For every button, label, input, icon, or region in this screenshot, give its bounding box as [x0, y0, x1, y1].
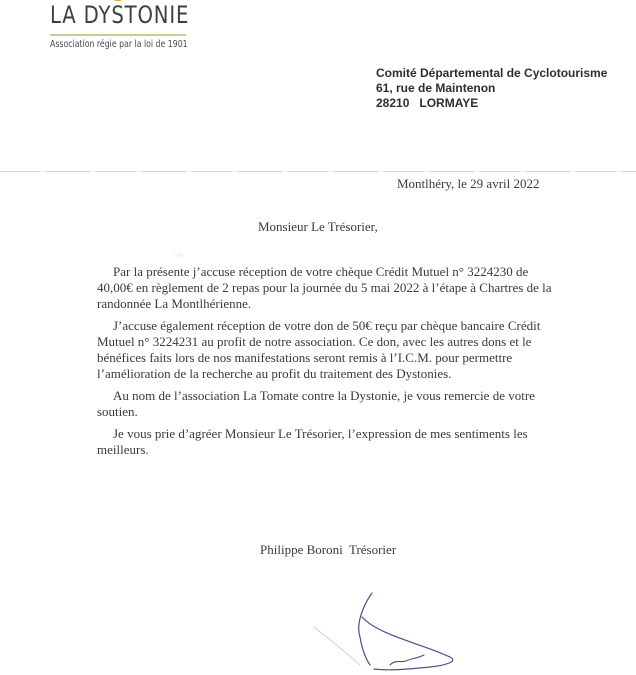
logo-title: LA DYSTONIE	[50, 1, 190, 29]
scan-smudge	[172, 252, 186, 258]
signer-name: Philippe Boroni Trésorier	[260, 542, 397, 557]
logo-divider	[50, 34, 186, 36]
signature-faint-stroke	[314, 627, 360, 665]
salutation: Monsieur Le Trésorier,	[258, 219, 378, 234]
signature-flourish	[390, 655, 424, 665]
signature-icon	[300, 585, 480, 675]
logo-tagline: Association régie par la loi de 1901	[50, 39, 188, 50]
recipient-address	[376, 66, 607, 111]
signature-main-stroke	[359, 593, 453, 670]
recipient-street: 61, rue de Maintenon	[376, 81, 496, 95]
header-separator	[0, 171, 636, 172]
letter-body	[97, 264, 557, 464]
paragraph-cheque-receipt: Par la présente j’accuse réception de votre chèque Crédit Mutuel n° 3224230 de 40,00€ en règlement de 2 repas pour la journée du 5 mai 2022 à l’étape à Chartres de la randonnée La Montlhérienne.	[97, 264, 552, 311]
paragraph-closing: Je vous prie d’agréer Monsieur Le Trésorier, l’expression de mes sentiments les meilleurs.	[97, 426, 528, 457]
recipient-city: 28210 LORMAYE	[376, 96, 479, 110]
recipient-name: Comité Départemental de Cyclotourisme	[376, 66, 608, 80]
paragraph-thanks: Au nom de l’association La Tomate contre la Dystonie, je vous remercie de votre soutien.	[97, 388, 535, 419]
paragraph-donation-receipt: J’accuse également réception de votre don de 50€ reçu par chèque bancaire Crédit Mutuel n° 3224231 au profit de notre association. Ce don, avec les autres dons et le bénéfices faits lors de nos manifestations seront remis à l’I.C.M. pour permettre l’amélioration de la recherche au profit du traitement des Dystonies.	[97, 318, 541, 381]
letter-date: Montlhéry, le 29 avril 2022	[397, 176, 540, 191]
